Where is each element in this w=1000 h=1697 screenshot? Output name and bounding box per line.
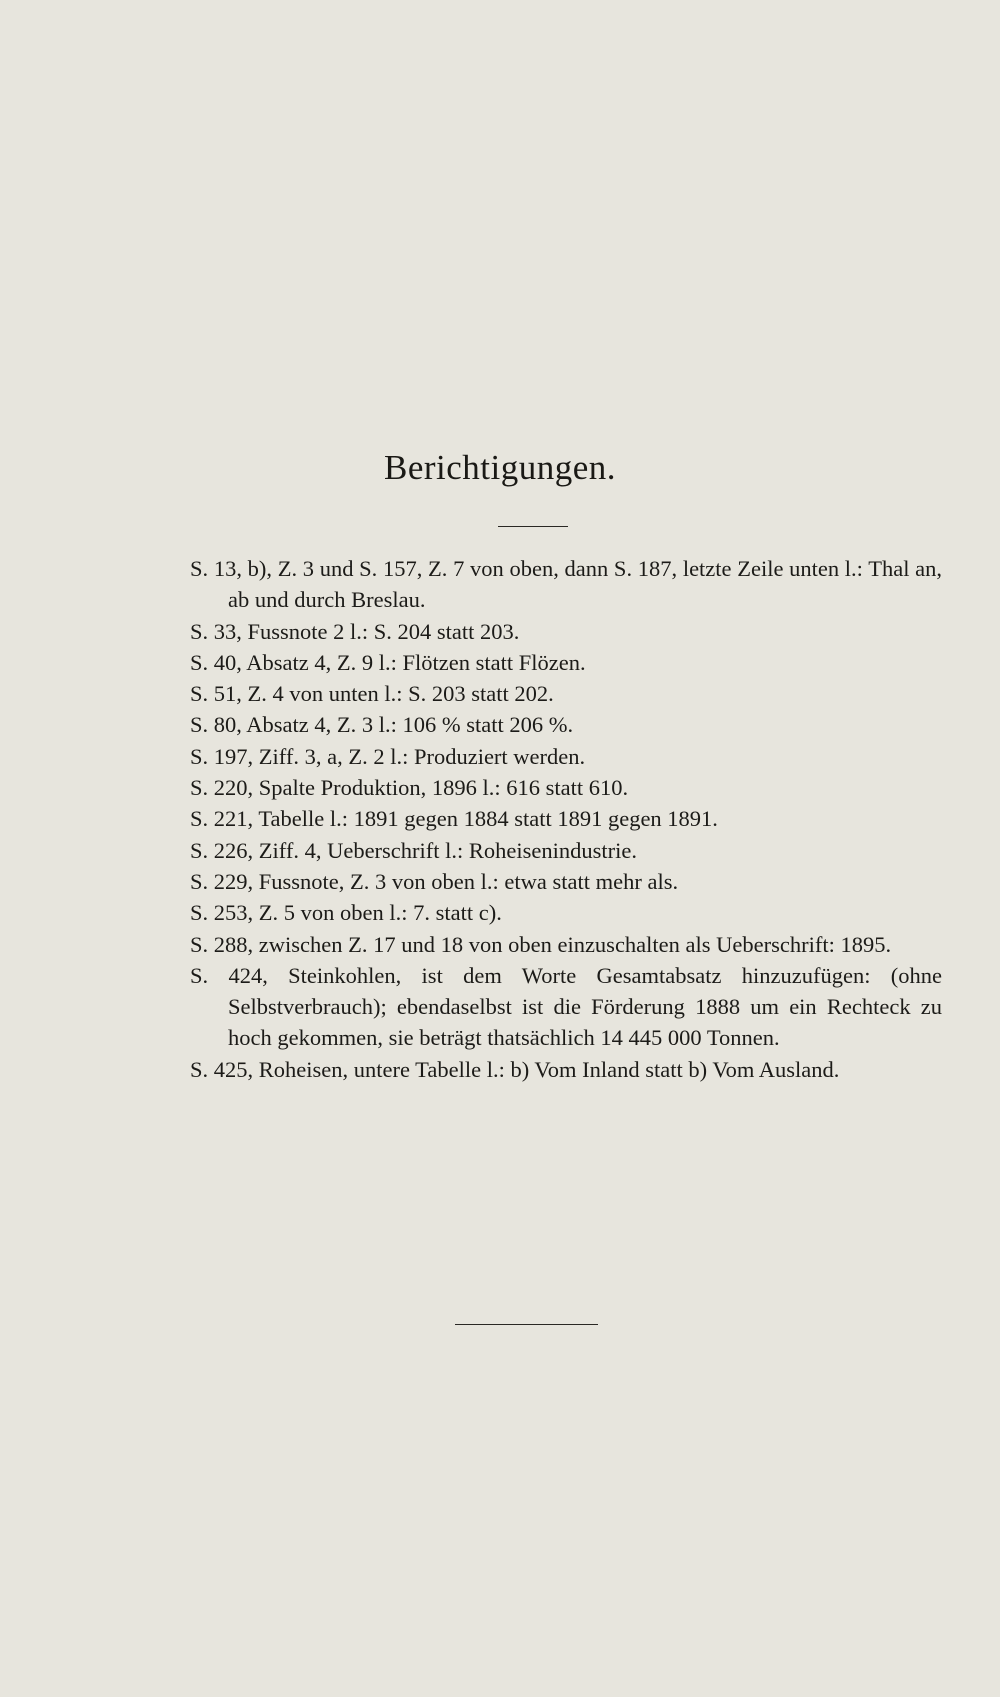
correction-entry: S. 229, Fussnote, Z. 3 von oben l.: etwa statt mehr als. (190, 868, 679, 894)
correction-entry: S. 197, Ziff. 3, a, Z. 2 l.: Produziert werden. (190, 743, 586, 769)
correction-entry: S. 80, Absatz 4, Z. 3 l.: 106 % statt 206 %. (190, 712, 574, 738)
page-title: Berichtigungen. (383, 448, 617, 487)
title-divider (498, 526, 568, 527)
correction-entry: S. 51, Z. 4 von unten l.: S. 203 statt 202. (190, 681, 554, 707)
correction-entry: S. 33, Fussnote 2 l.: S. 204 statt 203. (190, 618, 520, 644)
correction-entry: S. 253, Z. 5 von oben l.: 7. statt c). (190, 900, 502, 926)
closing-divider (455, 1324, 598, 1325)
correction-entry: S. 221, Tabelle l.: 1891 gegen 1884 statt 1891 gegen 1891. (190, 806, 718, 832)
correction-entry: S. 288, zwischen Z. 17 und 18 von oben einzuschalten als Ueberschrift: 1895. (190, 931, 892, 957)
correction-entry: S. 220, Spalte Produktion, 1896 l.: 616 statt 610. (190, 775, 629, 801)
corrections-list (190, 553, 942, 1085)
correction-entry: S. 13, b), Z. 3 und S. 157, Z. 7 von oben, dann S. 187, letzte Zeile unten l.: Thal an, ab und durch Breslau. (190, 556, 942, 613)
correction-entry: S. 425, Roheisen, untere Tabelle l.: b) Vom Inland statt b) Vom Ausland. (190, 1056, 840, 1082)
correction-entry: S. 226, Ziff. 4, Ueberschrift l.: Roheisenindustrie. (190, 837, 638, 863)
correction-entry: S. 424, Steinkohlen, ist dem Worte Gesamtabsatz hinzuzufügen: (ohne Selbstverbrauch); ebendaselbst ist die Förderung 1888 um ein Rechteck zu hoch gekommen, sie beträgt thatsächlich 14 445 000 Tonnen. (190, 962, 942, 1051)
correction-entry: S. 40, Absatz 4, Z. 9 l.: Flötzen statt Flözen. (190, 649, 586, 675)
